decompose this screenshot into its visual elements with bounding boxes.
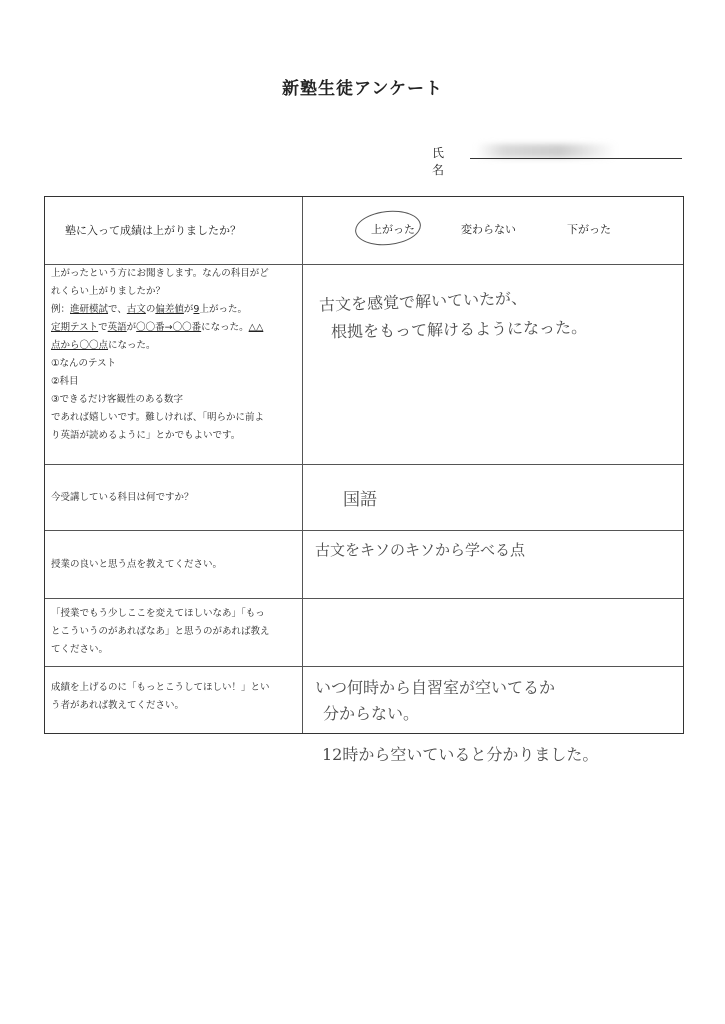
survey-table — [44, 196, 684, 734]
q6-answer-line: 分からない。 — [323, 704, 420, 723]
q2-answer-line: 根拠をもって解けるようになった。 — [330, 317, 588, 342]
q5-line: てください。 — [51, 644, 109, 655]
q6-line: 成績を上げるのに「もっとこうしてほしい！」とい — [51, 682, 270, 693]
q4-answer: 古文をキソのキソから学べる点 — [315, 541, 526, 559]
q2-example-line: 例：進研模試で、古文の偏差値が9上がった。 — [51, 304, 247, 315]
question-row-6 — [45, 667, 683, 733]
option-same: 変わらない — [461, 223, 516, 236]
question-row-4 — [45, 531, 683, 599]
option-up: 上がった — [371, 223, 415, 236]
question-row-5 — [45, 599, 683, 667]
name-underline — [470, 158, 682, 159]
q3-answer: 国語 — [343, 490, 377, 510]
q6-line: う者があれば教えてください。 — [51, 700, 185, 711]
redacted-name — [476, 144, 616, 158]
q2-line: ②科目 — [51, 376, 79, 387]
q2-line: れくらい上がりましたか？ — [51, 286, 166, 297]
q6-answer-line: いつ何時から自習室が空いてるか — [315, 678, 556, 697]
q1-question: 塾に入って成績は上がりましたか？ — [45, 197, 303, 264]
question-row-3 — [45, 465, 683, 531]
q6-answer-cell — [303, 667, 683, 733]
q5-answer-cell — [303, 599, 683, 666]
q2-line: 上がったという方にお聞きします。なんの科目がど — [51, 268, 269, 279]
q2-example-line: 点から〇〇点になった。 — [51, 340, 156, 351]
page-title: 新塾生徒アンケート — [282, 79, 443, 99]
q2-line: ①なんのテスト — [51, 358, 117, 369]
footer-handwritten-note: 12時から空いていると分かりました。 — [322, 745, 599, 764]
name-label: 氏名 — [432, 146, 445, 177]
question-row-1 — [45, 197, 683, 265]
q4-question: 授業の良いと思う点を教えてください。 — [45, 531, 303, 598]
q3-question: 今受講している科目は何ですか？ — [45, 465, 303, 530]
question-row-2 — [45, 265, 683, 465]
q4-answer-cell — [303, 531, 683, 598]
q2-example-line: 定期テストで英語が〇〇番→〇〇番になった。△△ — [51, 322, 264, 333]
option-down: 下がった — [567, 223, 611, 236]
q6-question — [45, 667, 303, 733]
q5-line: 「授業でもう少しここを変えてほしいなあ」「もっ — [51, 608, 265, 619]
q3-answer-cell — [303, 465, 683, 530]
q2-answer-line: 古文を感覚で解いていたが、 — [318, 288, 528, 315]
q2-question — [45, 265, 303, 464]
q2-line: であれば嬉しいです。難しければ、「明らかに前よ — [51, 412, 264, 423]
q5-question — [45, 599, 303, 666]
q2-answer-cell — [303, 265, 683, 464]
q2-line: ③できるだけ客観性のある数字 — [51, 394, 184, 405]
q2-line: り英語が読めるように」とかでもよいです。 — [51, 430, 241, 441]
q1-answer-cell — [303, 197, 683, 264]
q5-line: とこういうのがあればなあ」と思うのがあれば教え — [51, 626, 270, 637]
